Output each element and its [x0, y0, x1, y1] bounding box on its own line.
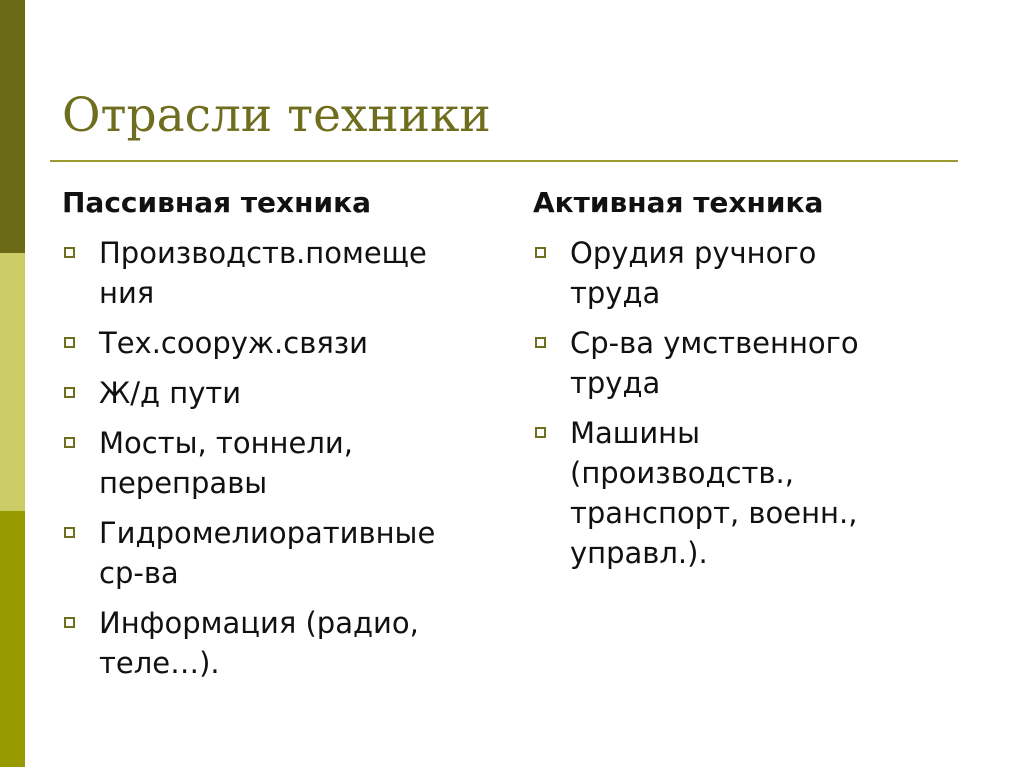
bullet-icon: [535, 337, 546, 348]
list-item: [62, 423, 502, 503]
bullet-icon: [64, 437, 75, 448]
bullet-icon: [64, 387, 75, 398]
list-item-text: Тех.сооруж.связи: [99, 326, 369, 360]
list-item: [62, 323, 502, 363]
active-heading: Активная техника: [533, 186, 824, 219]
bullet-icon: [64, 337, 75, 348]
bullet-icon: [64, 617, 75, 628]
active-column: [533, 183, 943, 583]
list-item: [62, 233, 502, 313]
list-item-text: Гидромелиоративные ср-ва: [99, 516, 436, 590]
decorative-stripe-top: [0, 0, 25, 253]
passive-column: [62, 183, 502, 693]
list-item-text: Орудия ручного труда: [570, 236, 817, 310]
list-item-text: Машины (производств., транспорт, военн., управл.).: [570, 416, 858, 570]
list-item: [62, 603, 502, 683]
list-item-text: Мосты, тоннели, переправы: [99, 426, 353, 500]
passive-heading: Пассивная техника: [62, 186, 371, 219]
list-item: [62, 513, 502, 593]
list-item-text: Ж/д пути: [99, 376, 242, 410]
list-item-text: Информация (радио, теле…).: [99, 606, 419, 680]
passive-list: [62, 233, 502, 683]
bullet-icon: [535, 427, 546, 438]
active-list: [533, 233, 943, 573]
list-item: [533, 323, 943, 403]
list-item: [62, 373, 502, 413]
decorative-stripe-bottom: [0, 511, 25, 767]
bullet-icon: [64, 527, 75, 538]
list-item-text: Ср-ва умственного труда: [570, 326, 859, 400]
list-item: [533, 413, 943, 573]
slide-title: Отрасли техники: [62, 88, 491, 143]
decorative-stripe-middle: [0, 253, 25, 511]
list-item: [533, 233, 943, 313]
bullet-icon: [64, 247, 75, 258]
list-item-text: Производств.помеще ния: [99, 236, 427, 310]
bullet-icon: [535, 247, 546, 258]
title-divider: [50, 160, 958, 162]
